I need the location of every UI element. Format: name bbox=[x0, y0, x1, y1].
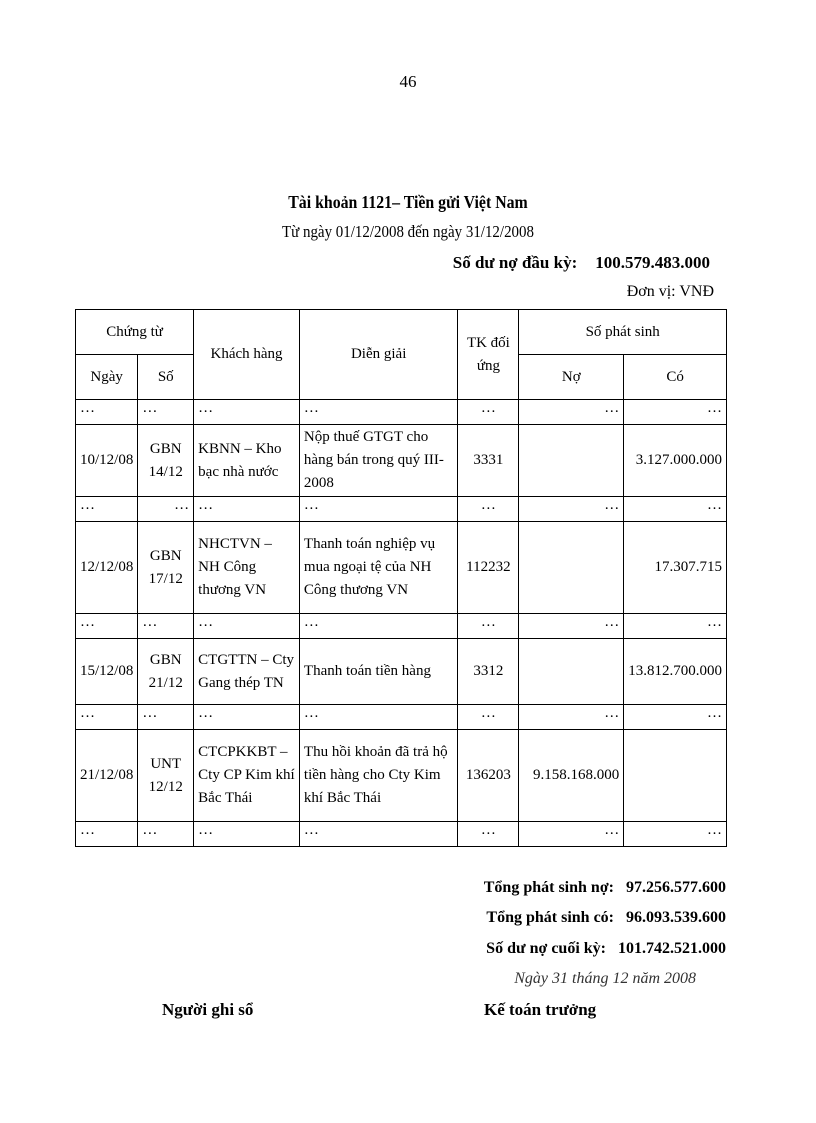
ellipsis-cell: … bbox=[624, 822, 727, 847]
row-no bbox=[519, 522, 624, 614]
ellipsis-cell: … bbox=[519, 400, 624, 425]
ledger-title: Tài khoản 1121– Tiền gửi Việt Nam bbox=[288, 192, 528, 212]
total-debit-label: Tổng phát sinh nợ: bbox=[483, 879, 614, 896]
row-no: 9.158.168.000 bbox=[519, 730, 624, 822]
currency-unit: Đơn vị: VNĐ bbox=[626, 283, 714, 300]
ellipsis-cell: … bbox=[519, 705, 624, 730]
ellipsis-cell: … bbox=[194, 614, 300, 639]
row-so: GBN 21/12 bbox=[138, 639, 194, 705]
ellipsis-row bbox=[76, 822, 727, 847]
ellipsis-cell: … bbox=[194, 497, 300, 522]
closing-balance-label: Số dư nợ cuối kỳ: bbox=[486, 940, 606, 957]
row-khach-hang: NHCTVN – NH Công thương VN bbox=[194, 522, 300, 614]
total-debit bbox=[484, 879, 726, 897]
row-ngay: 15/12/08 bbox=[76, 639, 138, 705]
row-no bbox=[519, 425, 624, 497]
row-ngay: 12/12/08 bbox=[76, 522, 138, 614]
row-so: GBN 17/12 bbox=[138, 522, 194, 614]
ellipsis-cell: … bbox=[458, 822, 519, 847]
row-khach-hang: KBNN – Kho bạc nhà nước bbox=[194, 425, 300, 497]
row-ngay: 10/12/08 bbox=[76, 425, 138, 497]
row-no bbox=[519, 639, 624, 705]
signature-bookkeeper: Người ghi sổ bbox=[162, 1000, 254, 1019]
ellipsis-row bbox=[76, 705, 727, 730]
ellipsis-cell: … bbox=[458, 705, 519, 730]
row-dien-giai: Thanh toán tiền hàng bbox=[299, 639, 458, 705]
ellipsis-cell: … bbox=[519, 822, 624, 847]
table-row bbox=[76, 639, 727, 705]
row-tk: 3331 bbox=[458, 425, 519, 497]
ellipsis-cell: … bbox=[458, 400, 519, 425]
row-tk: 136203 bbox=[458, 730, 519, 822]
ellipsis-cell: … bbox=[76, 400, 138, 425]
header-no: Nợ bbox=[519, 355, 624, 400]
ellipsis-cell: … bbox=[519, 614, 624, 639]
header-khach-hang: Khách hàng bbox=[194, 310, 300, 400]
ellipsis-cell: … bbox=[138, 400, 194, 425]
ellipsis-cell: … bbox=[299, 614, 458, 639]
row-co: 17.307.715 bbox=[624, 522, 727, 614]
row-khach-hang: CTGTTN – Cty Gang thép TN bbox=[194, 639, 300, 705]
ellipsis-cell: … bbox=[299, 822, 458, 847]
ellipsis-row bbox=[76, 497, 727, 522]
header-dien-giai: Diễn giải bbox=[299, 310, 458, 400]
ellipsis-cell: … bbox=[299, 400, 458, 425]
header-tk-doi-ung: TK đối ứng bbox=[458, 310, 519, 400]
row-co bbox=[624, 730, 727, 822]
opening-balance bbox=[453, 253, 710, 273]
signature-chief-accountant: Kế toán trưởng bbox=[484, 1000, 597, 1019]
ellipsis-cell: … bbox=[624, 705, 727, 730]
table-row bbox=[76, 425, 727, 497]
ellipsis-cell: … bbox=[76, 497, 138, 522]
ellipsis-cell: … bbox=[519, 497, 624, 522]
ellipsis-cell: … bbox=[76, 705, 138, 730]
ellipsis-cell: … bbox=[138, 822, 194, 847]
ellipsis-cell: … bbox=[194, 400, 300, 425]
ellipsis-cell: … bbox=[624, 497, 727, 522]
row-dien-giai: Nộp thuế GTGT cho hàng bán trong quý III-2008 bbox=[299, 425, 458, 497]
header-chung-tu: Chứng từ bbox=[76, 310, 194, 355]
row-so: UNT 12/12 bbox=[138, 730, 194, 822]
ellipsis-cell: … bbox=[76, 822, 138, 847]
ellipsis-cell: … bbox=[624, 400, 727, 425]
total-credit-label: Tổng phát sinh có: bbox=[486, 909, 614, 926]
table-row bbox=[76, 522, 727, 614]
header-co: Có bbox=[624, 355, 727, 400]
row-dien-giai: Thanh toán nghiệp vụ mua ngoại tệ của NH Công thương VN bbox=[299, 522, 458, 614]
header-so-phat-sinh: Số phát sinh bbox=[519, 310, 727, 355]
row-tk: 3312 bbox=[458, 639, 519, 705]
opening-balance-label: Số dư nợ đầu kỳ: bbox=[452, 253, 578, 272]
ledger-table bbox=[75, 309, 727, 847]
total-credit-value: 96.093.539.600 bbox=[626, 909, 726, 926]
ellipsis-cell: … bbox=[138, 614, 194, 639]
closing-balance-value: 101.742.521.000 bbox=[618, 940, 726, 957]
ellipsis-cell: … bbox=[138, 497, 194, 522]
ellipsis-cell: … bbox=[76, 614, 138, 639]
total-debit-value: 97.256.577.600 bbox=[626, 879, 726, 896]
ellipsis-cell: … bbox=[194, 822, 300, 847]
table-row bbox=[76, 730, 727, 822]
row-dien-giai: Thu hồi khoản đã trả hộ tiền hàng cho Cty Kim khí Bắc Thái bbox=[299, 730, 458, 822]
page-number: 46 bbox=[399, 72, 417, 91]
ellipsis-cell: … bbox=[194, 705, 300, 730]
ellipsis-cell: … bbox=[458, 614, 519, 639]
ellipsis-row bbox=[76, 400, 727, 425]
ellipsis-row bbox=[76, 614, 727, 639]
header-ngay: Ngày bbox=[76, 355, 138, 400]
row-co: 13.812.700.000 bbox=[624, 639, 727, 705]
ellipsis-cell: … bbox=[299, 705, 458, 730]
closing-balance bbox=[486, 940, 726, 958]
row-khach-hang: CTCPKKBT – Cty CP Kim khí Bắc Thái bbox=[194, 730, 300, 822]
opening-balance-value: 100.579.483.000 bbox=[595, 253, 710, 272]
total-credit bbox=[486, 909, 726, 927]
row-tk: 112232 bbox=[458, 522, 519, 614]
ellipsis-cell: … bbox=[299, 497, 458, 522]
row-ngay: 21/12/08 bbox=[76, 730, 138, 822]
row-co: 3.127.000.000 bbox=[624, 425, 727, 497]
ellipsis-cell: … bbox=[624, 614, 727, 639]
header-so: Số bbox=[138, 355, 194, 400]
signing-date: Ngày 31 tháng 12 năm 2008 bbox=[514, 970, 696, 987]
ellipsis-cell: … bbox=[138, 705, 194, 730]
ledger-period: Từ ngày 01/12/2008 đến ngày 31/12/2008 bbox=[281, 222, 535, 241]
ellipsis-cell: … bbox=[458, 497, 519, 522]
row-so: GBN 14/12 bbox=[138, 425, 194, 497]
